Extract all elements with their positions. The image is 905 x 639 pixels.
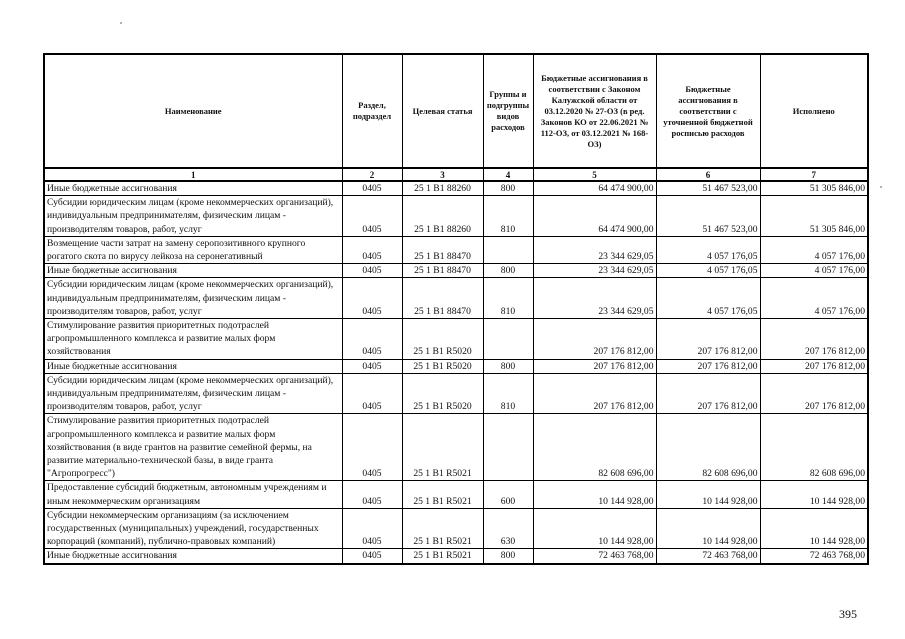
row-law-amount: 10 144 928,00 — [533, 508, 656, 549]
row-target: 25 1 B1 R5020 — [402, 359, 483, 373]
row-group: 800 — [483, 264, 533, 278]
row-target: 25 1 B1 R5021 — [402, 414, 483, 481]
col-header-groups: Группы и подгруппы видов расходов — [483, 54, 533, 168]
row-refined-amount: 82 608 696,00 — [656, 414, 760, 481]
col-header-refined: Бюджетные ассигнования в соответствии с уточненной бюджетной росписью расходов — [656, 54, 760, 168]
row-name: Иные бюджетные ассигнования — [44, 549, 342, 564]
table-row — [44, 264, 868, 278]
table-row — [44, 278, 868, 319]
row-section: 0405 — [342, 264, 402, 278]
row-refined-amount: 10 144 928,00 — [656, 481, 760, 508]
row-law-amount: 64 474 900,00 — [533, 196, 656, 237]
row-target: 25 1 B1 R5021 — [402, 508, 483, 549]
col-number: 7 — [760, 168, 868, 181]
table-row — [44, 359, 868, 373]
row-group — [483, 319, 533, 360]
col-header-law: Бюджетные ассигнования в соответствии с Законом Калужской области от 03.12.2020 № 27-ОЗ (в ред. Законов КО от 22.06.2021 № 112-ОЗ, от 03.12.2021 № 168-ОЗ) — [533, 54, 656, 168]
row-name: Стимулирование развития приоритетных подотраслей агропромышленного комплекса и развитие малых форм хозяйствования — [44, 319, 342, 360]
table-row — [44, 196, 868, 237]
row-done-amount: 82 608 696,00 — [760, 414, 868, 481]
row-target: 25 1 B1 88260 — [402, 181, 483, 196]
row-section: 0405 — [342, 508, 402, 549]
row-target: 25 1 B1 88470 — [402, 264, 483, 278]
row-section: 0405 — [342, 481, 402, 508]
header-row — [44, 54, 868, 168]
row-group: 800 — [483, 359, 533, 373]
col-header-section: Раздел, подраздел — [342, 54, 402, 168]
row-done-amount: 72 463 768,00 — [760, 549, 868, 564]
row-name: Иные бюджетные ассигнования — [44, 264, 342, 278]
row-section: 0405 — [342, 373, 402, 414]
row-law-amount: 82 608 696,00 — [533, 414, 656, 481]
row-target: 25 1 B1 R5020 — [402, 319, 483, 360]
table-row — [44, 414, 868, 481]
table-row — [44, 481, 868, 508]
col-number: 2 — [342, 168, 402, 181]
row-law-amount: 10 144 928,00 — [533, 481, 656, 508]
row-group — [483, 236, 533, 263]
row-law-amount: 207 176 812,00 — [533, 373, 656, 414]
row-group: 810 — [483, 373, 533, 414]
row-name: Субсидии юридическим лицам (кроме некоммерческих организаций), индивидуальным предпринимателям, физическим лицам - производителям товаров, работ, услуг — [44, 278, 342, 319]
row-done-amount: 207 176 812,00 — [760, 319, 868, 360]
row-done-amount: 4 057 176,00 — [760, 264, 868, 278]
row-done-amount: 207 176 812,00 — [760, 373, 868, 414]
row-group: 800 — [483, 549, 533, 564]
scan-speck — [880, 186, 882, 188]
row-group: 600 — [483, 481, 533, 508]
table-row — [44, 373, 868, 414]
column-number-row — [44, 168, 868, 181]
row-section: 0405 — [342, 278, 402, 319]
row-name: Стимулирование развития приоритетных подотраслей агропромышленного комплекса и развитие малых форм хозяйствования (в виде грантов на развитие семейной фермы, на развитие материально-технической базы, в виде гранта "Агропрогресс") — [44, 414, 342, 481]
row-section: 0405 — [342, 414, 402, 481]
row-target: 25 1 B1 R5021 — [402, 549, 483, 564]
page-number: 395 — [839, 607, 857, 621]
row-refined-amount: 207 176 812,00 — [656, 319, 760, 360]
row-refined-amount: 207 176 812,00 — [656, 373, 760, 414]
table-row — [44, 549, 868, 564]
row-section: 0405 — [342, 181, 402, 196]
row-law-amount: 23 344 629,05 — [533, 278, 656, 319]
table-row — [44, 508, 868, 549]
row-done-amount: 4 057 176,00 — [760, 278, 868, 319]
row-group: 810 — [483, 278, 533, 319]
row-group: 630 — [483, 508, 533, 549]
table-row — [44, 181, 868, 196]
row-name: Субсидии юридическим лицам (кроме некоммерческих организаций), индивидуальным предпринимателям, физическим лицам - производителям товаров, работ, услуг — [44, 196, 342, 237]
row-group: 800 — [483, 181, 533, 196]
row-target: 25 1 B1 R5020 — [402, 373, 483, 414]
row-group: 810 — [483, 196, 533, 237]
row-done-amount: 10 144 928,00 — [760, 481, 868, 508]
row-refined-amount: 72 463 768,00 — [656, 549, 760, 564]
row-refined-amount: 4 057 176,05 — [656, 264, 760, 278]
row-name: Субсидии юридическим лицам (кроме некоммерческих организаций), индивидуальным предпринимателям, физическим лицам - производителям товаров, работ, услуг — [44, 373, 342, 414]
row-refined-amount: 207 176 812,00 — [656, 359, 760, 373]
row-group — [483, 414, 533, 481]
row-section: 0405 — [342, 549, 402, 564]
row-section: 0405 — [342, 319, 402, 360]
row-done-amount: 4 057 176,00 — [760, 236, 868, 263]
col-header-target: Целевая статья — [402, 54, 483, 168]
row-refined-amount: 4 057 176,05 — [656, 236, 760, 263]
row-law-amount: 72 463 768,00 — [533, 549, 656, 564]
row-law-amount: 23 344 629,05 — [533, 264, 656, 278]
scan-speck — [120, 22, 122, 24]
col-header-done: Исполнено — [760, 54, 868, 168]
row-section: 0405 — [342, 236, 402, 263]
row-refined-amount: 51 467 523,00 — [656, 196, 760, 237]
row-target: 25 1 B1 88260 — [402, 196, 483, 237]
row-done-amount: 207 176 812,00 — [760, 359, 868, 373]
row-name: Иные бюджетные ассигнования — [44, 181, 342, 196]
row-target: 25 1 B1 R5021 — [402, 481, 483, 508]
table-row — [44, 319, 868, 360]
row-law-amount: 207 176 812,00 — [533, 319, 656, 360]
row-done-amount: 51 305 846,00 — [760, 181, 868, 196]
row-law-amount: 207 176 812,00 — [533, 359, 656, 373]
col-header-name: Наименование — [44, 54, 342, 168]
col-number: 6 — [656, 168, 760, 181]
row-law-amount: 64 474 900,00 — [533, 181, 656, 196]
row-done-amount: 10 144 928,00 — [760, 508, 868, 549]
row-target: 25 1 B1 88470 — [402, 236, 483, 263]
row-name: Возмещение части затрат на замену серопозитивного крупного рогатого скота по вирусу лейкоза на серонегативный — [44, 236, 342, 263]
table-row — [44, 236, 868, 263]
row-name: Предоставление субсидий бюджетным, автономным учреждениям и иным некоммерческим организациям — [44, 481, 342, 508]
row-name: Субсидии некоммерческим организациям (за исключением государственных (муниципальных) учреждений, государственных корпораций (компаний), публично-правовых компаний) — [44, 508, 342, 549]
row-law-amount: 23 344 629,05 — [533, 236, 656, 263]
row-name: Иные бюджетные ассигнования — [44, 359, 342, 373]
row-refined-amount: 10 144 928,00 — [656, 508, 760, 549]
row-target: 25 1 B1 88470 — [402, 278, 483, 319]
col-number: 4 — [483, 168, 533, 181]
col-number: 1 — [44, 168, 342, 181]
row-refined-amount: 51 467 523,00 — [656, 181, 760, 196]
row-done-amount: 51 305 846,00 — [760, 196, 868, 237]
col-number: 5 — [533, 168, 656, 181]
row-refined-amount: 4 057 176,05 — [656, 278, 760, 319]
budget-table — [43, 53, 869, 565]
row-section: 0405 — [342, 196, 402, 237]
row-section: 0405 — [342, 359, 402, 373]
col-number: 3 — [402, 168, 483, 181]
